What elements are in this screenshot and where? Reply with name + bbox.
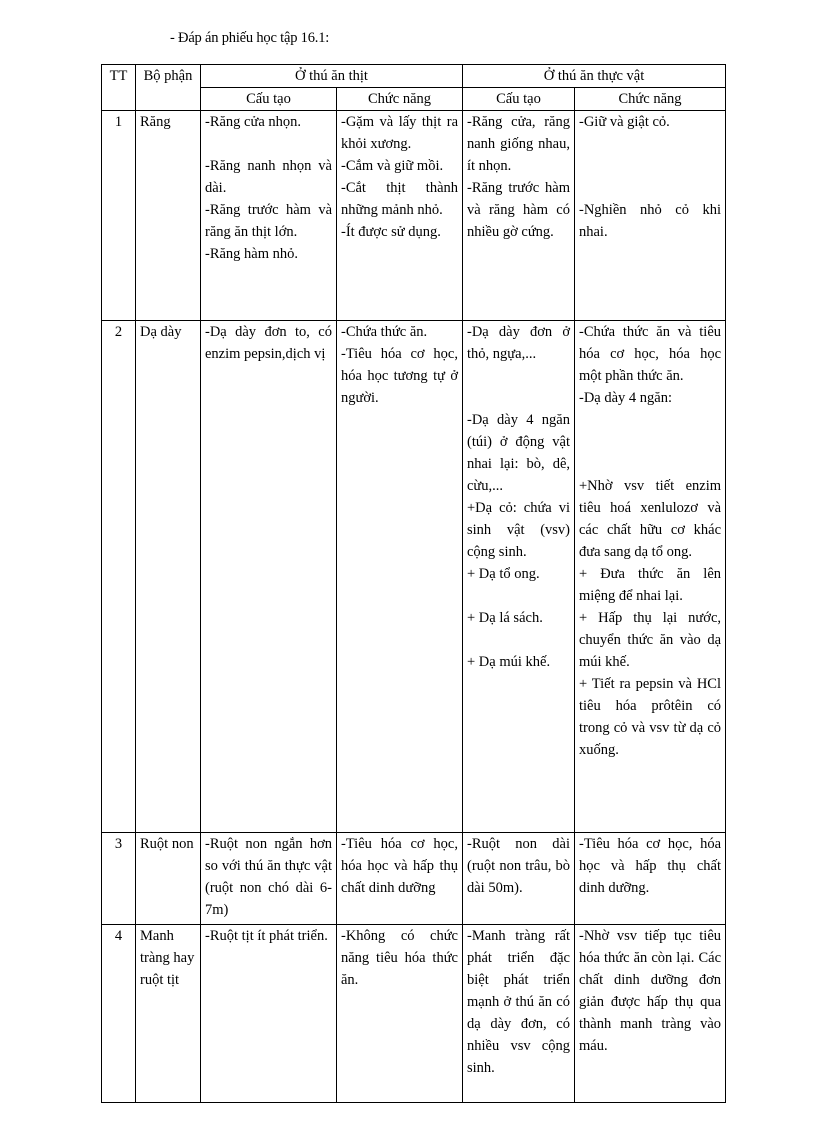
herb-structure-cell: [463, 833, 575, 925]
cell-line: -Giữ và giật cỏ.: [579, 114, 670, 130]
cell-line: -Răng nanh nhọn và dài.: [205, 158, 332, 196]
cell-line: -Nghiền nhỏ cỏ khi nhai.: [579, 202, 722, 240]
header-herb-structure: Cấu tạo: [463, 88, 575, 111]
carn-structure-cell: [201, 833, 337, 925]
herb-function-cell: [575, 111, 726, 321]
header-carn-structure: Cấu tạo: [201, 88, 337, 111]
header-row-1: [102, 65, 726, 88]
table-row-small-intestine: [102, 833, 726, 925]
cell-line: -Chứa thức ăn.: [341, 324, 428, 340]
cell-line: -Răng trước hàm và răng ăn thịt lớn.: [205, 202, 332, 240]
carn-structure-cell: [201, 111, 337, 321]
table-row-stomach: [102, 321, 726, 833]
cell-line: -Nhờ vsv tiếp tục tiêu hóa thức ăn còn lại. Các chất dinh dưỡng đơn giản được hấp thụ qua thành manh tràng vào máu.: [579, 928, 722, 1054]
cell-line: -Ruột non dài (ruột non trâu, bò dài 50m).: [467, 836, 570, 896]
carn-function-cell: [337, 833, 463, 925]
cell-line: -Tiêu hóa cơ học, hóa học và hấp thụ chất dinh dưỡng: [341, 836, 458, 896]
herb-function-cell: [575, 925, 726, 1103]
cell-line: -Tiêu hóa cơ học, hóa học và hấp thụ chất dinh dưỡng.: [579, 836, 722, 896]
cell-line: + Tiết ra pepsin và HCl tiêu hóa prôtêin có trong cỏ và vsv từ dạ cỏ xuống.: [579, 676, 722, 758]
cell-line: +Nhờ vsv tiết enzim tiêu hoá xenlulozơ và các chất hữu cơ khác đưa sang dạ tổ ong.: [579, 478, 722, 560]
cell-line: + Dạ múi khế.: [467, 654, 551, 670]
row-number: 2: [102, 321, 136, 833]
row-part: Răng: [136, 111, 201, 321]
cell-line: -Chứa thức ăn và tiêu hóa cơ học, hóa học một phần thức ăn.: [579, 324, 722, 384]
header-carnivore: Ở thú ăn thịt: [201, 65, 463, 88]
cell-line: -Manh tràng rất phát triển đặc biệt phát triển mạnh ở thú ăn có dạ dày đơn, có nhiều vsv cộng sinh.: [467, 928, 570, 1076]
cell-line: -Không có chức năng tiêu hóa thức ăn.: [341, 928, 458, 988]
cell-line: -Ít được sử dụng.: [341, 224, 441, 240]
header-carn-function: Chức năng: [337, 88, 463, 111]
carn-function-cell: [337, 321, 463, 833]
herb-function-cell: [575, 321, 726, 833]
header-part: Bộ phận: [136, 65, 201, 111]
herb-structure-cell: [463, 111, 575, 321]
cell-line: -Cắt thịt thành những mảnh nhỏ.: [341, 180, 458, 218]
cell-line: + Dạ lá sách.: [467, 610, 543, 626]
row-part: Ruột non: [136, 833, 201, 925]
table-row-cecum: [102, 925, 726, 1103]
page-heading: - Đáp án phiếu học tập 16.1:: [170, 30, 330, 46]
table-row-teeth: [102, 111, 726, 321]
cell-line: -Gặm và lấy thịt ra khỏi xương.: [341, 114, 458, 152]
cell-line: -Răng cửa nhọn.: [205, 114, 302, 130]
cell-line: +Dạ cỏ: chứa vi sinh vật (vsv) cộng sinh.: [467, 500, 570, 560]
row-number: 3: [102, 833, 136, 925]
cell-line: -Răng cửa, răng nanh giống nhau, ít nhọn.: [467, 114, 570, 174]
cell-line: + Dạ tổ ong.: [467, 566, 540, 582]
cell-line: -Dạ dày đơn to, có enzim pepsin,dịch vị: [205, 324, 332, 362]
cell-line: -Dạ dày đơn ở thỏ, ngựa,...: [467, 324, 570, 362]
cell-line: + Hấp thụ lại nước, chuyển thức ăn vào dạ múi khế.: [579, 610, 722, 670]
row-part: Dạ dày: [136, 321, 201, 833]
header-tt: TT: [102, 65, 136, 111]
herb-function-cell: [575, 833, 726, 925]
cell-line: -Dạ dày 4 ngăn (túi) ở động vật nhai lại: bò, dê, cừu,...: [467, 412, 570, 494]
cell-line: -Ruột tịt ít phát triển.: [205, 928, 328, 944]
cell-line: -Răng trước hàm và răng hàm có nhiều gờ cứng.: [467, 180, 570, 240]
cell-line: -Răng hàm nhỏ.: [205, 246, 299, 262]
cell-line: -Tiêu hóa cơ học, hóa học tương tự ở người.: [341, 346, 458, 406]
carn-structure-cell: [201, 925, 337, 1103]
cell-line: + Đưa thức ăn lên miệng để nhai lại.: [579, 566, 722, 604]
carn-function-cell: [337, 925, 463, 1103]
row-part: Manh tràng hay ruột tịt: [136, 925, 201, 1103]
row-number: 1: [102, 111, 136, 321]
comparison-table: [101, 64, 726, 1103]
cell-line: -Dạ dày 4 ngăn:: [579, 390, 673, 406]
header-herbivore: Ở thú ăn thực vật: [463, 65, 726, 88]
carn-function-cell: [337, 111, 463, 321]
cell-line: -Ruột non ngắn hơn so với thú ăn thực vật (ruột non chó dài 6-7m): [205, 836, 332, 918]
herb-structure-cell: [463, 925, 575, 1103]
carn-structure-cell: [201, 321, 337, 833]
herb-structure-cell: [463, 321, 575, 833]
cell-line: -Cắm và giữ mồi.: [341, 158, 444, 174]
row-number: 4: [102, 925, 136, 1103]
header-herb-function: Chức năng: [575, 88, 726, 111]
